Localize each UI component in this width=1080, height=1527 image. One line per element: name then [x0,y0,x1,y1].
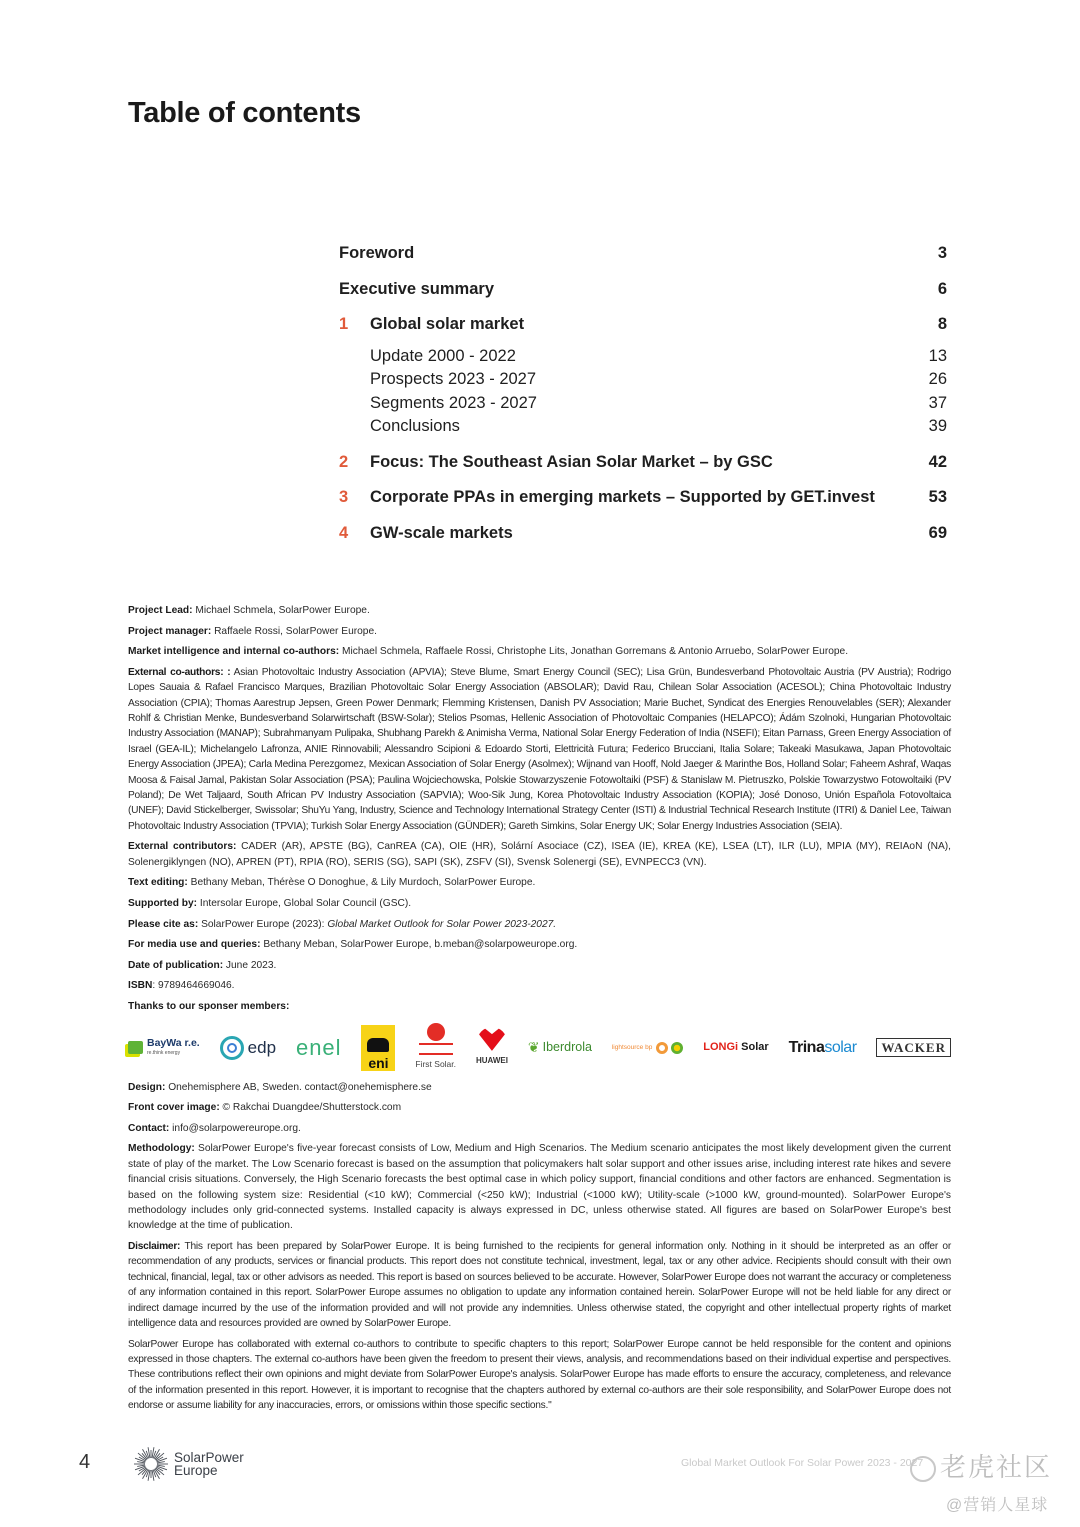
toc-entry-page: 13 [928,346,947,365]
credit-label: Disclaimer: [128,1241,181,1252]
credit-value: SolarPower Europe's five-year forecast consists of Low, Medium and High Scenarios. The Medium scenario anticipates the most likely development given the current state of play of the market. The Low Scenario forecast is based on the assumption that policymakers halt solar support and other issues arise, including interest rate hikes and severe financial crisis situations. Conversely, the High Scenario forecasts the best optimal case in which policy support, financial conditions and other factors are enhanced. Segmentation is based on the following system size: Residential (<10 kW); Commercial (<250 kW); Industrial (<1000 kW); Utility-scale (>1000 kW, ground-mounted). SolarPower Europe's methodology includes only grid-connected systems. Installed capacity is always expressed in DC, unless otherwise stated. All figures are based on SolarPower Europe's best knowledge at the time of publication. [128,1143,951,1232]
credit-design [128,1080,951,1095]
toc-entry-label: Segments 2023 - 2027 [370,393,537,412]
toc-chapter-1[interactable] [339,311,947,347]
toc-entry-foreword[interactable] [339,240,947,276]
sunburst-icon [133,1446,169,1482]
chapter-number: 2 [339,452,349,471]
huawei-flower-icon [477,1027,507,1051]
credit-project-lead [128,603,951,618]
credit-date [128,958,951,973]
credit-supported-by [128,896,951,911]
credit-label: ISBN [128,980,153,992]
credit-thanks [128,999,951,1014]
toc-entry-label: Foreword [339,244,415,262]
baywa-mark-icon [128,1041,143,1054]
toc-entry-label: Update 2000 - 2022 [370,346,516,365]
credit-label: Market intelligence and internal co-authors: [128,646,340,658]
first-solar-sun-icon [427,1023,445,1041]
credit-label: Methodology: [128,1143,195,1155]
toc-entry-page: 42 [928,452,947,471]
coauthor-note-paragraph: SolarPower Europe has collaborated with external co-authors to contribute to specific chapters to this report; SolarPower Europe cannot be held responsible for the content and opinions expressed in those chapters. The external co-authors have been given the freedom to present their views, analysis, and recommendations based on their individual expertise and perspectives. These contributions reflect their own opinions and might deviate from SolarPower Europe's analysis. SolarPower Europe has made efforts to ensure the accuracy, completeness, and relevance of the information presented in this report. However, it is important to recognise that the chapters authored by external co-authors are their sole responsibility, and SolarPower Europe does not endorse or assume liability for any inaccuracies, errors, or omissions within those specific sections." [128,1338,951,1412]
credit-contact [128,1121,951,1136]
sponsor-logo-enel [295,1034,342,1060]
credit-value: SolarPower Europe (2023): [198,918,328,930]
sponsor-name: LONGi [703,1040,739,1053]
credit-value: Bethany Meban, Thérèse O Donoghue, & Lily Murdoch, SolarPower Europe. [187,877,536,889]
chapter-number: 1 [339,315,349,333]
sponsor-logo-baywa [128,1038,200,1058]
sponsor-logo-wacker [876,1038,951,1057]
sponsor-logo-lightsource-bp [612,1040,683,1055]
sponsor-name: Iberdrola [542,1039,592,1054]
sponsor-logo-iberdrola [528,1040,592,1055]
sponsor-name: eni [368,1054,389,1071]
credit-label: Project Lead: [128,605,193,616]
toc-entry-label: Conclusions [370,417,460,436]
watermark-handle: @营销人星球 [946,1497,1049,1514]
sponsor-name: edp [247,1037,277,1057]
disclaimer-paragraph [128,1239,951,1331]
toc-entry-label: Global solar market [370,315,525,333]
toc-entry-label: Corporate PPAs in emerging markets – Supported by GET.invest [370,488,875,507]
credit-label: Project manager: [128,625,212,637]
chapter-number: 3 [339,488,349,507]
credit-value: © Rakchai Duangdee/Shutterstock.com [219,1102,402,1114]
credit-label: Supported by: [128,898,198,910]
cite-title: Global Market Outlook for Solar Power 2023-2027. [327,918,557,930]
sponsor-logo-first-solar [415,1023,456,1072]
toc-entry-page: 39 [928,417,947,436]
toc-entry-page: 53 [928,488,947,507]
credit-label: Text editing: [128,877,188,889]
brand-line-2: Europe [174,1463,218,1478]
credit-label: Please cite as: [128,918,199,930]
sponsor-logo-longi [703,1040,768,1055]
toc-entry-page: 37 [928,393,947,412]
page-number: 4 [79,1451,91,1473]
sponsor-name: Trina [788,1038,825,1056]
eni-dog-icon [367,1038,389,1052]
toc-entry-executive-summary[interactable] [339,276,947,312]
sponsor-name: enel [295,1034,342,1060]
credit-value: Onehemisphere AB, Sweden. contact@onehemisphere.se [165,1081,432,1093]
credit-value: Asian Photovoltaic Industry Association (APVIA); Steve Blume, Smart Energy Council (SEC); Lisa Grün, Bundesverband Photovoltaic Austria (PV Austria); Rodrigo Lopes Sauaia & Rafael Francisco Marques, Brazilian Photovoltaic Solar Energy Association (ABSOLAR); David Rau, Chilean Solar Association (ACESOL); China Photovoltaic Industry Association (CPIA); Thomas Aarestrup Jepsen, Green Power Denmark; Flemming Kristensen, Danish PV Association; Marie Buchet, Syndicat des Energies Renouvelables (SER); Alexander Rohlf & Christian Menke, Bundesverband Solarwirtschaft (BSW-Solar); Stelios Psomas, Hellenic Association of Photovoltaic Companies (HELAPCO); Ádám Szolnoki, Hungarian Photovoltaic Industry Association (MANAP); Subrahmanyam Pulipaka, Shubhang Parekh & Animisha Verma, National Solar Energy Federation of India (NSEFI); Eitan Parnass, Green Energy Association of Israel (GEA-IL); Michelangelo Lafronza, ANIE Rinnovabili; Alessandro Scipioni & Edoardo Storti, Elettricità Futura; Federico Brucciani, Italia Solare; Takeaki Masukawa, Japan Photovoltaic Energy Association (JPEA); Carla Medina Perezgomez, Mexican Association of Solar Energy (Asolmex); Wijnand van Hooff, Nold Jaeger & Marinthe Bos, Holland Solar; Faheem Ashraf, Waqas Moosa & Faisal Jamal, Pakistan Solar Association (PSA); Paulina Wojciechowska, Polskie Stowarzyszenie Fotowoltaiki (PSF) & Stanislaw M. Pietruszko, Polskie Towarzystwo Fotowoltaiki (PV Poland); De Wet Taljaard, South African PV Industry Association (SAPVIA); Woo-Sik Jung, Korea Photovoltaic Industry Association (KOPIA); José Donoso, Unión Española Fotovoltaica (UNEF); David Stickelberger, Swissolar; ShuYu Yang, Industry, Science and Technology International Strategy Center (ISTI) & Industrial Technical Research Institute (ITRI) & Daniel Lee, Taiwan Photovoltaic Industry Association (TPVIA); Turkish Solar Energy Association (GÜNDER); Gareth Simkins, Solar Energy UK; Solar Energy Industries Association (SEIA). [128,666,951,832]
sponsor-suffix: Solar [741,1040,769,1053]
brand-line-1: SolarPower [174,1450,244,1465]
credit-value: Michael Schmela, SolarPower Europe. [192,605,370,616]
credit-value: This report has been prepared by SolarPower Europe. It is being furnished to the recipients for general information only. Nothing in it should be interpreted as an offer or recommendation of any products, services or financial products. This report does not constitute technical, investment, legal, tax or any other advice. Recipients should consult with their own technical, financial, legal, tax or other advisors as needed. This report is based on sources believed to be accurate. However, SolarPower Europe does not warrant the accuracy or completeness of any information contained in this report. SolarPower Europe assumes no obligation to update any information contained herein. SolarPower Europe will not be held liable for any direct or indirect damage incurred by the use of the information provided and will not provide any indemnities. Unless otherwise stated, the copyright and other intellectual property rights of market intelligence data and resources provided are owned by SolarPower Europe. [128,1241,952,1330]
credit-label: Date of publication: [128,959,224,971]
credit-external-contributors [128,839,951,870]
credit-external-coauthors [128,665,951,834]
page-title: Table of contents [128,97,361,129]
sponsor-suffix: solar [824,1038,857,1056]
credit-cover [128,1100,951,1115]
toc-entry-label: GW-scale markets [370,523,513,542]
toc-entry-page: 3 [937,244,947,262]
methodology-paragraph [128,1141,951,1233]
credit-label: Design: [128,1081,166,1093]
toc-entry-page: 8 [937,315,947,333]
credit-value: CADER (AR), APSTE (BG), CanREA (CA), OIE (HR), Solární Asociace (CZ), ISEA (IE), KREA (KE), LSEA (LT), ILR (LU), MPIA (MY), REIAoN (NA), Solenergiklyngen (NO), APREN (PT), RPIA (RO), SERIS (SG), SAPI (SK), ZSFV (SI), Svensk Solenergi (SE), EVNPECC3 (VN). [128,841,952,868]
bp-helios-icon [671,1042,683,1054]
lightsource-ring-icon [656,1042,668,1054]
watermark-tiger-icon [910,1456,936,1482]
toc-chapter-4[interactable] [339,520,947,556]
sponsor-logo-eni [361,1025,395,1071]
toc-entry-label: Prospects 2023 - 2027 [370,370,537,389]
credit-value: : 9789464669046. [152,980,235,992]
edp-swirl-icon [220,1036,244,1060]
toc-subsection[interactable] [339,417,947,441]
solarpower-europe-logo [133,1446,244,1482]
toc-entry-page: 26 [928,370,947,389]
credit-text-editing [128,875,951,890]
table-of-contents [339,240,947,555]
credit-cite [128,917,951,932]
credit-label: For media use and queries: [128,939,261,951]
sponsor-name: BayWa r.e. [147,1036,200,1049]
watermark-text: 老虎社区 [940,1452,1053,1482]
credit-label: Front cover image: [128,1102,220,1114]
sponsor-name: First Solar. [415,1058,457,1069]
sponsor-logo-huawei [476,1027,508,1068]
report-title-footer: Global Market Outlook For Solar Power 2023 - 2027 [681,1457,924,1469]
toc-subsection[interactable] [339,370,947,394]
chapter-number: 4 [339,523,349,542]
toc-entry-label: Focus: The Southeast Asian Solar Market – by GSC [370,452,773,471]
credit-value: Michael Schmela, Raffaele Rossi, Christophe Lits, Jonathan Gorremans & Antonio Arruebo, SolarPower Europe. [339,646,849,658]
toc-entry-page: 69 [928,523,947,542]
watermark [910,1447,1052,1484]
sponsor-logo-trina [789,1040,857,1055]
credit-label: External contributors: [128,841,237,853]
sponsor-name: lightsource bp [611,1043,653,1051]
toc-subsection[interactable] [339,347,947,371]
toc-entry-page: 6 [937,279,947,298]
credit-value[interactable]: info@solarpowereurope.org. [169,1122,301,1134]
credit-market-intelligence [128,644,951,659]
first-solar-waves-icon [419,1043,453,1055]
toc-chapter-2[interactable] [339,449,947,485]
sponsor-tagline: re.think energy [147,1049,181,1056]
sponsor-name: WACKER [881,1039,946,1055]
sponsor-logo-edp [220,1036,276,1060]
credit-value: Intersolar Europe, Global Solar Council (GSC). [197,898,412,910]
credit-isbn [128,978,951,993]
credit-label: Contact: [128,1122,170,1134]
credit-value[interactable]: Bethany Meban, SolarPower Europe, b.meban@solarpoweurope.org. [260,939,578,951]
iberdrola-leaf-icon: ❦ [527,1038,540,1055]
credit-value: June 2023. [223,959,277,971]
credit-value: Raffaele Rossi, SolarPower Europe. [211,625,377,637]
toc-entry-label: Executive summary [339,279,495,298]
sponsor-logos [128,1020,951,1076]
credits-section [128,603,951,1419]
credit-media [128,937,951,952]
credit-label: Thanks to our sponser members: [128,1001,290,1012]
toc-chapter-3[interactable] [339,484,947,520]
credit-label: External co-authors: : [128,666,231,678]
sponsor-name: HUAWEI [475,1055,508,1065]
credit-project-manager [128,624,951,639]
toc-subsection[interactable] [339,394,947,418]
